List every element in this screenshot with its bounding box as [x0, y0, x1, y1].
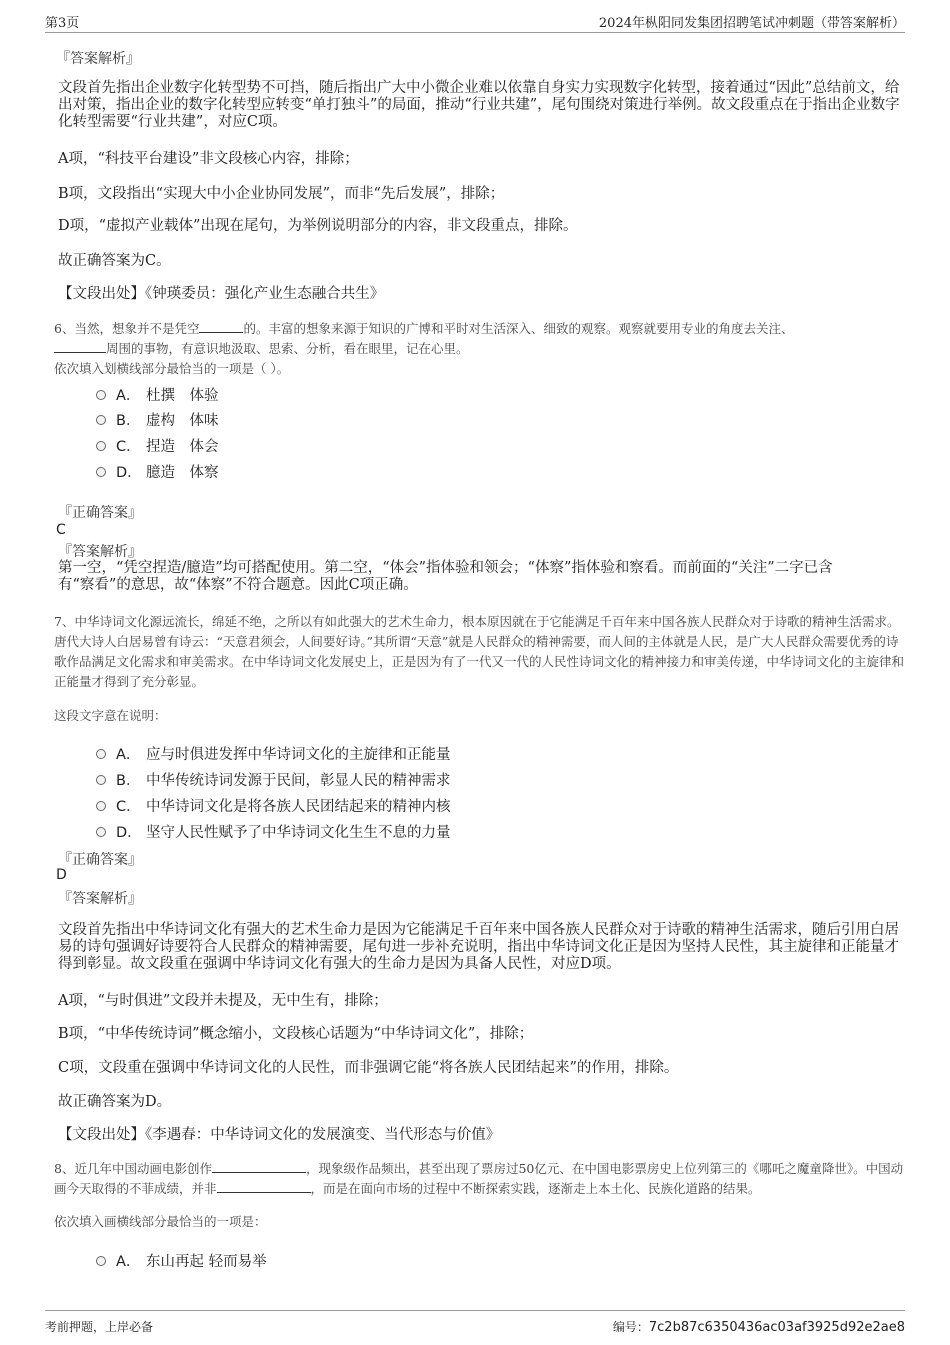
q6-blank-1	[199, 320, 243, 333]
option-key: B．	[116, 413, 141, 429]
q6-analysis-label: 『答案解析』	[58, 544, 142, 560]
q7-option-d[interactable]	[96, 821, 451, 842]
q8-stem-part2: ，现象级作品频出，甚至出现了票房过50亿元、在中国电影票房史上位列第三的《哪吒之魔童降世》。中国动画今天取得的不菲成绩，并非	[54, 1161, 904, 1196]
q6-correct-label: 『正确答案』	[58, 505, 142, 521]
option-text: 虚构 体味	[146, 413, 219, 429]
page-number: 第3页	[45, 16, 80, 31]
q6-stem	[54, 319, 905, 359]
document-code	[613, 1318, 905, 1335]
option-key: D．	[116, 465, 142, 481]
option-key: C．	[116, 799, 141, 815]
option-text: 中华诗词文化是将各族人民团结起来的精神内核	[146, 799, 451, 815]
q6-prompt: 依次填入划横线部分最恰当的一项是（ ）。	[54, 361, 290, 376]
q5-analysis-paragraph: 文段首先指出企业数字化转型势不可挡，随后指出广大中小微企业难以依靠自身实力实现数字化转型，接着通过“因此”总结前文，给出对策，指出企业的数字化转型应转变“单打独斗”的局面，推动“行业共建”，尾句围绕对策进行举例。故文段重点在于指出企业数字化转型需要“行业共建”，对应C项。	[58, 80, 900, 130]
q8-blank-2	[217, 1180, 311, 1193]
q5-source: 【文段出处】《钟瑛委员：强化产业生态融合共生》	[58, 286, 385, 302]
q5-analysis-label: 『答案解析』	[56, 51, 140, 67]
footer-slogan: 考前押题，上岸必备	[45, 1320, 154, 1334]
option-key: A．	[116, 388, 141, 404]
q7-correct-label: 『正确答案』	[58, 852, 142, 868]
q7-source: 【文段出处】《李遇春：中华诗词文化的发展演变、当代形态与价值》	[58, 1127, 501, 1143]
q7-analysis-paragraph: 文段首先指出中华诗词文化有强大的艺术生命力是因为它能满足千百年来中国各族人民群众对于诗歌的精神生活需求，随后引用白居易的诗句强调好诗要符合人民群众的精神需要，尾句进一步补充说明，指出中华诗词文化正是因为坚持人民性，其主旋律和正能量才得到彰显。故文段重在强调中华诗词文化有强大的生命力是因为具备人民性，对应D项。	[58, 922, 899, 972]
q7-option-a[interactable]	[96, 743, 451, 764]
option-key: B．	[116, 773, 141, 789]
radio-icon[interactable]	[96, 441, 106, 451]
q6-blank-2	[54, 340, 106, 353]
option-text: 东山再起 轻而易举	[146, 1254, 267, 1270]
radio-icon[interactable]	[96, 801, 106, 811]
page-header	[45, 12, 905, 33]
q5-option-a-analysis: A项，“科技平台建设”非文段核心内容，排除；	[58, 151, 359, 167]
option-text: 杜撰 体验	[146, 388, 219, 404]
q6-option-c[interactable]	[96, 435, 219, 456]
q8-stem-part3: ，而是在面向市场的过程中不断探索实践，逐渐走上本土化、民族化道路的结果。	[310, 1181, 761, 1196]
q8-option-a[interactable]	[96, 1250, 267, 1271]
q6-analysis: 第一空，“凭空捏造/臆造”均可搭配使用。第二空，“体会”指体验和领会；“体察”指体验和察看。而前面的“关注”二字已含有“察看”的意思，故“体察”不符合题意。因此C项正确。	[58, 560, 833, 593]
option-text: 捏造 体会	[146, 439, 219, 455]
q6-correct-answer: C	[56, 522, 66, 538]
option-text: 中华传统诗词发源于民间，彰显人民的精神需求	[146, 773, 451, 789]
radio-icon[interactable]	[96, 827, 106, 837]
page-footer	[45, 1310, 905, 1335]
radio-icon[interactable]	[96, 415, 106, 425]
code-value: 7c2b87c6350436ac03af3925d92e2ae8	[648, 1320, 905, 1335]
option-text: 坚守人民性赋予了中华诗词文化生生不息的力量	[146, 825, 451, 841]
option-key: D．	[116, 825, 142, 841]
radio-icon[interactable]	[96, 467, 106, 477]
option-text: 应与时俱进发挥中华诗词文化的主旋律和正能量	[146, 747, 451, 763]
option-text: 臆造 体察	[146, 465, 219, 481]
q8-blank-1	[212, 1160, 306, 1173]
radio-icon[interactable]	[96, 775, 106, 785]
q7-option-b-analysis: B项，“中华传统诗词”概念缩小，文段核心话题为“中华诗词文化”，排除；	[58, 1026, 534, 1042]
q8-prompt: 依次填入画横线部分最恰当的一项是：	[54, 1214, 267, 1229]
q7-option-a-analysis: A项，“与时俱进”文段并未提及，无中生有，排除；	[58, 993, 388, 1009]
radio-icon[interactable]	[96, 390, 106, 400]
radio-icon[interactable]	[96, 1256, 106, 1266]
q6-stem-part3: 周围的事物，有意识地汲取、思索、分析，看在眼里，记在心里。	[106, 341, 469, 356]
q7-option-b[interactable]	[96, 769, 451, 790]
q8-stem-part1: 8、近几年中国动画电影创作	[54, 1161, 212, 1176]
q6-option-b[interactable]	[96, 409, 219, 430]
q7-prompt: 这段文字意在说明：	[54, 708, 167, 723]
q6-stem-part2: 的。丰富的想象来源于知识的广博和平时对生活深入、细致的观察。观察就要用专业的角度去关注、	[243, 321, 794, 336]
option-key: A．	[116, 747, 141, 763]
q5-conclusion: 故正确答案为C。	[58, 253, 171, 269]
q6-stem-part1: 6、当然，想象并不是凭空	[54, 321, 200, 336]
q7-stem: 7、中华诗词文化源远流长，绵延不绝，之所以有如此强大的艺术生命力，根本原因就在于它能满足千百年来中国各族人民群众对于诗歌的精神生活需求。唐代大诗人白居易曾有诗云：“天意君须会，人间要好诗。”其所谓“天意”就是人民群众的精神需要，而人间的主体就是人民，是广大人民群众需要优秀的诗歌作品满足文化需求和审美需求。在中华诗词文化发展史上，正是因为有了一代又一代的人民性诗词文化的精神接力和审美传递，中华诗词文化的主旋律和正能量才得到了充分彰显。	[54, 614, 905, 689]
q7-analysis-label: 『答案解析』	[58, 891, 142, 907]
document-title: 2024年枞阳同发集团招聘笔试冲刺题（带答案解析）	[598, 16, 905, 31]
q5-option-b-analysis: B项，文段指出“实现大中小企业协同发展”，而非“先后发展”，排除；	[58, 186, 505, 202]
radio-icon[interactable]	[96, 749, 106, 759]
q7-option-c-analysis: C项，文段重在强调中华诗词文化的人民性，而非强调它能“将各族人民团结起来”的作用，排除。	[58, 1060, 679, 1076]
q6-option-a[interactable]	[96, 384, 219, 405]
q7-conclusion: 故正确答案为D。	[58, 1094, 172, 1110]
q5-option-d-analysis: D项，“虚拟产业载体”出现在尾句，为举例说明部分的内容，非文段重点，排除。	[58, 218, 578, 234]
q8-stem	[54, 1159, 905, 1199]
q7-option-c[interactable]	[96, 795, 451, 816]
option-key: A．	[116, 1254, 141, 1270]
option-key: C．	[116, 439, 141, 455]
q6-option-d[interactable]	[96, 461, 219, 482]
q7-correct-answer: D	[56, 867, 67, 883]
code-label: 编号：	[612, 1320, 649, 1334]
